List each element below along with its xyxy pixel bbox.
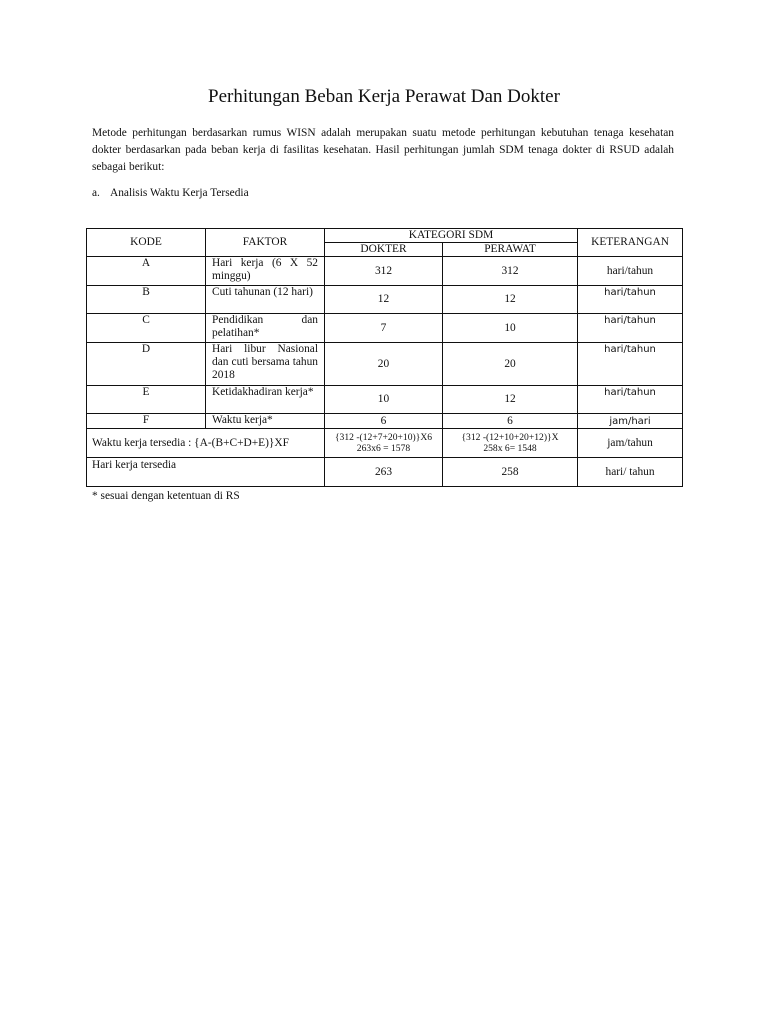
row-dokter: 6: [325, 414, 443, 429]
row-kode: B: [87, 286, 206, 314]
hari-kerja-keterangan: hari/ tahun: [578, 458, 683, 487]
header-kode: KODE: [87, 229, 206, 257]
row-kode: A: [87, 257, 206, 286]
row-faktor: Pendidikan dan pelatihan*: [206, 314, 325, 343]
table-row: [87, 414, 683, 429]
waktu-kerja-keterangan: jam/tahun: [578, 429, 683, 458]
row-faktor: Hari kerja (6 X 52 minggu): [206, 257, 325, 286]
row-keterangan: jam/hari: [578, 414, 683, 429]
waktu-kerja-perawat-formula: {312 -(12+10+20+12)}X: [461, 432, 559, 443]
hari-kerja-row: [87, 458, 683, 487]
row-keterangan: hari/tahun: [578, 257, 683, 286]
section-marker: a.: [92, 187, 100, 199]
row-keterangan: hari/tahun: [578, 386, 683, 414]
waktu-kerja-perawat: [443, 429, 578, 458]
header-dokter: DOKTER: [325, 243, 443, 257]
row-perawat: 312: [443, 257, 578, 286]
footnote: * sesuai dengan ketentuan di RS: [92, 490, 240, 502]
row-faktor: Waktu kerja*: [206, 414, 325, 429]
table-header-row: [87, 229, 683, 243]
waktu-kerja-dokter: [325, 429, 443, 458]
table-row: [87, 314, 683, 343]
header-keterangan: KETERANGAN: [578, 229, 683, 257]
header-faktor: FAKTOR: [206, 229, 325, 257]
header-perawat: PERAWAT: [443, 243, 578, 257]
table-row: [87, 386, 683, 414]
intro-paragraph: Metode perhitungan berdasarkan rumus WISN adalah merupakan suatu metode perhitungan kebutuhan tenaga kesehatan dokter berdasarkan pada beban kerja di fasilitas kesehatan. Hasil perhitungan jumlah SDM tenaga dokter di RSUD adalah sebagai berikut:: [92, 127, 674, 173]
row-faktor: Hari libur Nasional dan cuti bersama tahun 2018: [206, 343, 325, 386]
table-row: [87, 343, 683, 386]
row-kode: E: [87, 386, 206, 414]
hari-kerja-label: Hari kerja tersedia: [87, 458, 325, 487]
row-kode: D: [87, 343, 206, 386]
work-time-table: [86, 228, 683, 487]
row-faktor: Cuti tahunan (12 hari): [206, 286, 325, 314]
table-row: [87, 257, 683, 286]
waktu-kerja-label: Waktu kerja tersedia : {A-(B+C+D+E)}XF: [87, 429, 325, 458]
row-perawat: 20: [443, 343, 578, 386]
row-perawat: 10: [443, 314, 578, 343]
row-dokter: 10: [325, 386, 443, 414]
waktu-kerja-dokter-result: 263x6 = 1578: [356, 443, 411, 454]
hari-kerja-dokter: 263: [325, 458, 443, 487]
row-kode: F: [87, 414, 206, 429]
waktu-kerja-perawat-result: 258x 6= 1548: [483, 443, 537, 454]
table-row: [87, 286, 683, 314]
row-keterangan: hari/tahun: [578, 343, 683, 386]
header-kategori-sdm: KATEGORI SDM: [325, 229, 578, 243]
row-faktor: Ketidakhadiran kerja*: [206, 386, 325, 414]
row-perawat: 12: [443, 286, 578, 314]
section-title: Analisis Waktu Kerja Tersedia: [110, 187, 249, 199]
section-heading: [92, 187, 249, 199]
row-dokter: 20: [325, 343, 443, 386]
row-perawat: 12: [443, 386, 578, 414]
row-keterangan: hari/tahun: [578, 314, 683, 343]
hari-kerja-perawat: 258: [443, 458, 578, 487]
waktu-kerja-row: [87, 429, 683, 458]
row-dokter: 312: [325, 257, 443, 286]
row-perawat: 6: [443, 414, 578, 429]
row-dokter: 7: [325, 314, 443, 343]
row-keterangan: hari/tahun: [578, 286, 683, 314]
row-kode: C: [87, 314, 206, 343]
row-dokter: 12: [325, 286, 443, 314]
page-title: Perhitungan Beban Kerja Perawat Dan Dokter: [208, 86, 560, 107]
waktu-kerja-dokter-formula: {312 -(12+7+20+10)}X6: [334, 432, 433, 443]
